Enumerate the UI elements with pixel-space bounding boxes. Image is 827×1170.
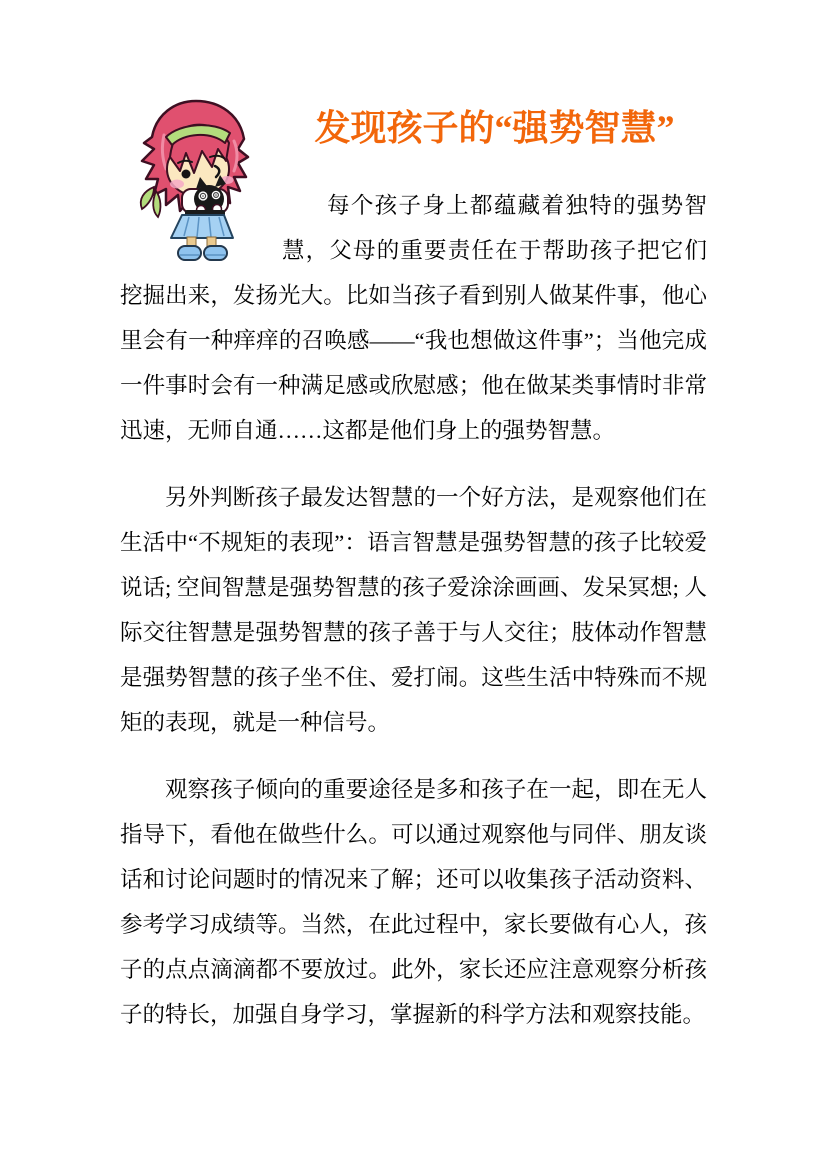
page-title: 发现孩子的“强势智慧” [314, 108, 675, 148]
paragraph-1: 每个孩子身上都蕴藏着独特的强势智慧，父母的重要责任在于帮助孩子把它们挖掘出来，发扬光大。比如当孩子看到别人做某件事，他心里会有一种痒痒的召唤感——“我也想做这件事”；当他完成一件事时会有一种满足感或欣慰感；他在做某类事情时非常迅速，无师自通……这都是他们身上的强势智慧。 [120, 193, 707, 443]
girl-with-cat-illustration [130, 95, 262, 265]
paragraph-2: 另外判断孩子最发达智慧的一个好方法，是观察他们在生活中“不规矩的表现”：语言智慧是强势智慧的孩子比较爱说话; 空间智慧是强势智慧的孩子爱涂涂画画、发呆冥想; 人际交往智慧是强势智慧的孩子善于与人交往；肢体动作智慧是强势智慧的孩子坐不住、爱打闹。这些生活中特殊而不规矩的表现，就是一种信号。 [120, 485, 707, 735]
paragraph-3: 观察孩子倾向的重要途径是多和孩子在一起，即在无人指导下，看他在做些什么。可以通过观察他与同伴、朋友谈话和讨论问题时的情况来了解；还可以收集孩子活动资料、参考学习成绩等。当然，在此过程中，家长要做有心人，孩子的点点滴滴都不要放过。此外，家长还应注意观察分析孩子的特长，加强自身学习，掌握新的科学方法和观察技能。 [120, 777, 707, 1027]
girl-with-cat-cartoon-icon [130, 95, 262, 265]
